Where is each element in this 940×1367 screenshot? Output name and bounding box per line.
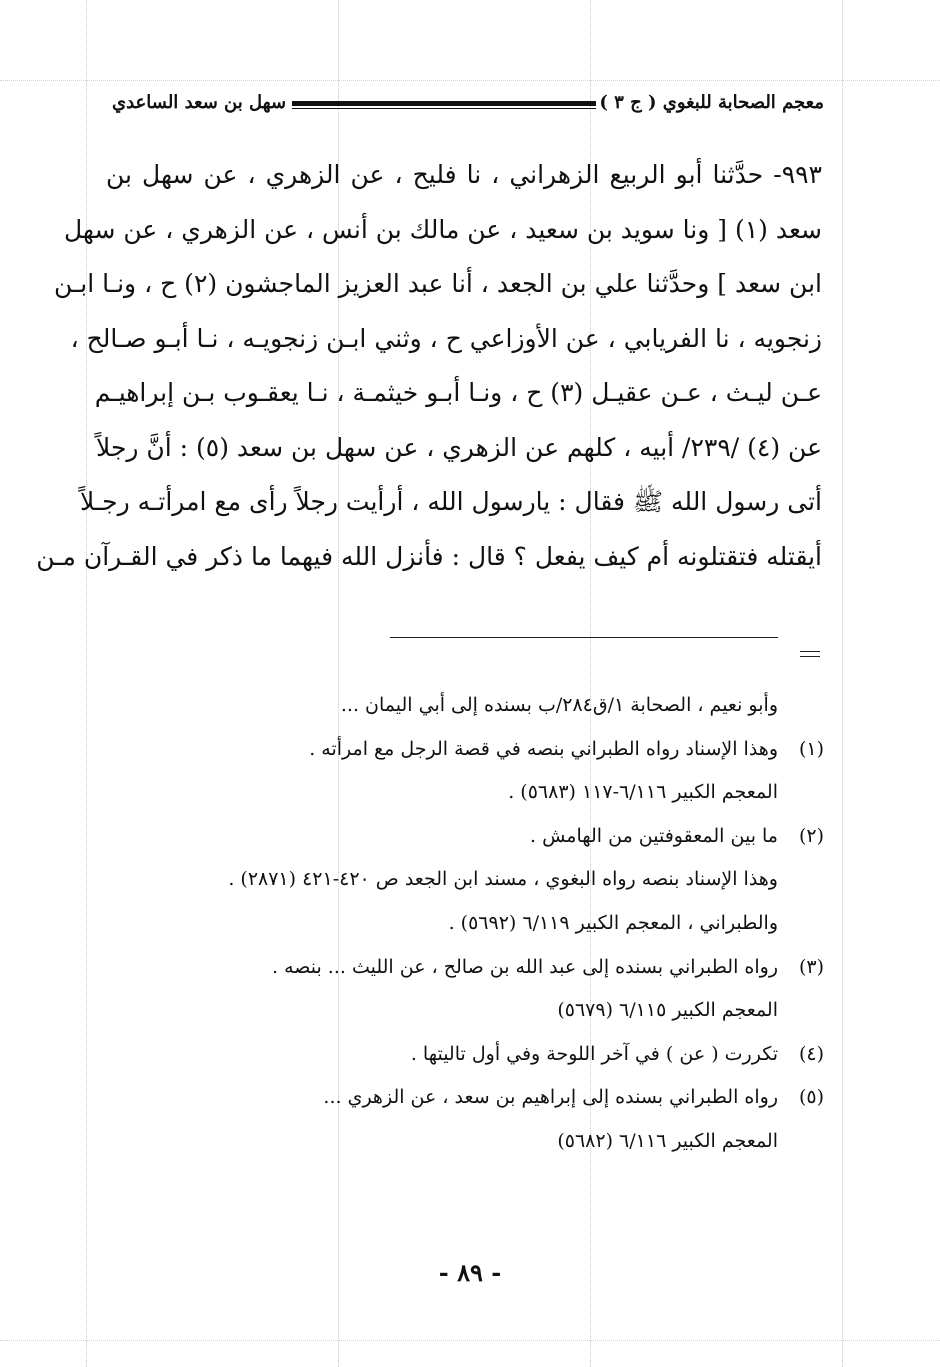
footnote-line: [100, 989, 824, 1033]
footnote-line: [100, 1076, 824, 1120]
running-header: [112, 92, 824, 122]
text-line: سعد (١) [ ونا سويد بن سعيد ، عن مالك بن أنس ، عن الزهري ، عن سهل: [63, 214, 822, 244]
footnote-line: [100, 684, 824, 728]
footnote-text: رواه الطبراني بسنده إلى إبراهيم بن سعد ، عن الزهري ...: [323, 1086, 778, 1109]
text-line: زنجويه ، نا الفريابي ، عن الأوزاعي ح ، وثني ابـن زنجويـه ، نـا أبـو صـالح ،: [70, 323, 822, 353]
header-rule-thin: [292, 108, 596, 109]
header-rule: [292, 101, 596, 106]
footnote-text: تكررت ( عن ) في آخر اللوحة وفي أول تاليتها .: [410, 1042, 778, 1065]
footnote-text: المعجم الكبير ٦/١١٥ (٥٦٧٩): [557, 999, 778, 1022]
text-line: ابن سعد ] وحدَّثنا علي بن الجعد ، أنا عبد العزيز الماجشون (٢) ح ، ونـا ابـن: [53, 269, 822, 298]
footnote-text: وهذا الإسناد بنصه رواه البغوي ، مسند ابن الجعد ص ٤٢٠-٤٢١ (٢٨٧١) .: [228, 868, 778, 891]
section-title: سهل بن سعد الساعدي: [112, 92, 287, 113]
footnote-line: [100, 1033, 824, 1077]
footnote-continuation-mark: [800, 651, 820, 657]
main-text: [36, 148, 822, 584]
footnote-line: [100, 771, 824, 815]
scan-grid-line: [842, 0, 843, 1367]
text-line: عن (٤) /٢٣٩/ أبيه ، كلهم عن الزهري ، عن سهل بن سعد (٥) : أنَّ رجلاً: [96, 432, 822, 462]
footnote-number: (٢): [798, 824, 824, 847]
footnote-line: [100, 815, 824, 859]
footnote-text: المعجم الكبير ٦/١١٦ (٥٦٨٢): [557, 1129, 778, 1152]
footnote-line: [100, 946, 824, 990]
footnote-separator: [390, 637, 778, 638]
footnote-line: [100, 902, 824, 946]
footnotes: [100, 684, 824, 1164]
page-number: - ٨٩ -: [438, 1258, 502, 1287]
text-line: أيقتله فتقتلونه أم كيف يفعل ؟ قال : فأنزل الله فيهما ما ذكر في القـرآن مـن: [36, 541, 822, 571]
scan-grid-line: [0, 1340, 940, 1341]
footnote-text: والطبراني ، المعجم الكبير ٦/١١٩ (٥٦٩٢) .: [448, 911, 778, 934]
scan-grid-line: [0, 80, 940, 81]
footnote-number: (١): [798, 737, 824, 760]
text-line: ٩٩٣- حدَّثنا أبو الربيع الزهراني ، نا فليح ، عن الزهري ، عن سهل بن: [106, 160, 822, 189]
footnote-line: [100, 728, 824, 772]
footnote-line: [100, 1120, 824, 1164]
text-line: عـن ليـث ، عـن عقيـل (٣) ح ، ونـا أبـو خيثمـة ، نـا يعقـوب بـن إبراهيـم: [94, 378, 822, 407]
footnote-number: (٥): [798, 1086, 824, 1109]
footnote-line: [100, 858, 824, 902]
footnote-text: رواه الطبراني بسنده إلى عبد الله بن صالح ، عن الليث ... بنصه .: [271, 955, 778, 978]
book-title: معجم الصحابة للبغوي ( ج ٣ ): [599, 92, 824, 113]
footnote-text: وأبو نعيم ، الصحابة ١/ق٢٨٤/ب بسنده إلى أبي اليمان ...: [340, 694, 778, 716]
footnote-text: ما بين المعقوفتين من الهامش .: [529, 824, 778, 847]
footnote-number: (٣): [798, 955, 824, 978]
text-line: أتى رسول الله ﷺ فقال : يارسول الله ، أرأيت رجلاً رأى مع امرأتـه رجـلاً: [79, 487, 822, 516]
footnote-text: المعجم الكبير ٦/١١٦-١١٧ (٥٦٨٣) .: [508, 781, 778, 804]
footnote-text: وهذا الإسناد رواه الطبراني بنصه في قصة الرجل مع امرأته .: [309, 737, 778, 760]
footnote-number: (٤): [798, 1042, 824, 1065]
